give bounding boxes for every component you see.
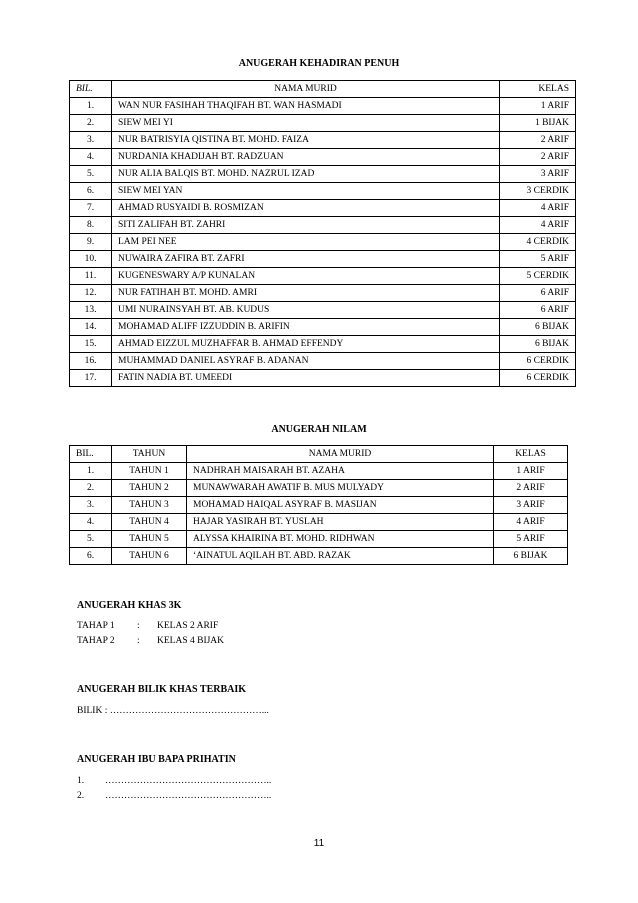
ibubapa-item-2-dots: …………………………………………….. [105,791,272,801]
table-body-kehadiran [70,98,576,387]
cell-bil: 13. [70,302,112,319]
cell-bil: 2. [70,115,112,132]
cell-bil: 7. [70,200,112,217]
title-anugerah-ibu-bapa: ANUGERAH IBU BAPA PRIHATIN [77,754,236,765]
table-row [70,115,576,132]
cell-tahun: TAHUN 2 [112,480,187,497]
table-row [70,463,568,480]
cell-nama-murid: KUGENESWARY A/P KUNALAN [112,268,500,285]
table-row [70,319,576,336]
cell-bil: 1. [70,98,112,115]
cell-bil: 5. [70,166,112,183]
table-row [70,234,576,251]
cell-nama-murid: HAJAR YASIRAH BT. YUSLAH [187,514,494,531]
header-kelas: KELAS [494,446,568,463]
header-kelas: KELAS [500,81,576,98]
cell-nama-murid: MUNAWWARAH AWATIF B. MUS MULYADY [187,480,494,497]
cell-tahun: TAHUN 5 [112,531,187,548]
cell-kelas: 4 ARIF [500,217,576,234]
header-bil: BIL. [70,446,112,463]
table-row [70,268,576,285]
table-row [70,251,576,268]
cell-nama-murid: FATIN NADIA BT. UMEEDI [112,370,500,387]
cell-bil: 6. [70,183,112,200]
cell-kelas: 6 ARIF [500,285,576,302]
cell-kelas: 5 ARIF [494,531,568,548]
header-nama-murid: NAMA MURID [187,446,494,463]
page-number: 11 [313,838,325,849]
bilik-line: BILIK : …………………………………………... [77,706,269,716]
table-kehadiran-penuh [69,80,576,387]
ibubapa-item-1-number: 1. [77,776,85,786]
cell-kelas: 6 BIJAK [500,319,576,336]
cell-kelas: 4 ARIF [500,200,576,217]
cell-nama-murid: MOHAMAD HAIQAL ASYRAF B. MASIJAN [187,497,494,514]
cell-nama-murid: AHMAD EIZZUL MUZHAFFAR B. AHMAD EFFENDY [112,336,500,353]
cell-kelas: 2 ARIF [494,480,568,497]
cell-nama-murid: NUR BATRISYIA QISTINA BT. MOHD. FAIZA [112,132,500,149]
ibubapa-item-2-number: 2. [77,791,85,801]
cell-nama-murid: NUWAIRA ZAFIRA BT. ZAFRI [112,251,500,268]
cell-bil: 10. [70,251,112,268]
cell-bil: 5. [70,531,112,548]
cell-kelas: 3 CERDIK [500,183,576,200]
ibubapa-item-2 [77,791,271,801]
header-nama-murid: NAMA MURID [112,81,500,98]
tahap1-line [77,621,218,631]
header-tahun: TAHUN [112,446,187,463]
cell-kelas: 6 BIJAK [494,548,568,565]
table-row [70,98,576,115]
table-row [70,548,568,565]
table-row [70,480,568,497]
cell-bil: 8. [70,217,112,234]
cell-kelas: 5 ARIF [500,251,576,268]
cell-nama-murid: NUR ALIA BALQIS BT. MOHD. NAZRUL IZAD [112,166,500,183]
tahap2-separator: : [137,636,140,646]
cell-nama-murid: MUHAMMAD DANIEL ASYRAF B. ADANAN [112,353,500,370]
table-row [70,353,576,370]
cell-tahun: TAHUN 3 [112,497,187,514]
header-bil: BIL. [70,81,112,98]
cell-kelas: 1 ARIF [494,463,568,480]
tahap1-value: KELAS 2 ARIF [157,621,219,631]
cell-kelas: 6 CERDIK [500,370,576,387]
table-row [70,336,576,353]
table-anugerah-nilam [69,445,568,565]
cell-kelas: 4 CERDIK [500,234,576,251]
title-anugerah-nilam: ANUGERAH NILAM [271,424,367,435]
cell-kelas: 6 CERDIK [500,353,576,370]
table-row [70,302,576,319]
cell-kelas: 2 ARIF [500,132,576,149]
cell-kelas: 3 ARIF [494,497,568,514]
table-row [70,285,576,302]
ibubapa-item-1 [77,776,271,786]
cell-kelas: 2 ARIF [500,149,576,166]
table-row [70,497,568,514]
cell-nama-murid: LAM PEI NEE [112,234,500,251]
table-row [70,132,576,149]
cell-bil: 17. [70,370,112,387]
title-anugerah-bilik-khas: ANUGERAH BILIK KHAS TERBAIK [77,684,247,695]
cell-tahun: TAHUN 4 [112,514,187,531]
cell-tahun: TAHUN 6 [112,548,187,565]
cell-nama-murid: ‘AINATUL AQILAH BT. ABD. RAZAK [187,548,494,565]
table-header-row [70,81,576,98]
table-row [70,370,576,387]
cell-bil: 3. [70,497,112,514]
table-header-row [70,446,568,463]
cell-bil: 3. [70,132,112,149]
cell-bil: 9. [70,234,112,251]
cell-bil: 6. [70,548,112,565]
ibubapa-item-1-dots: …………………………………………….. [105,776,272,786]
table-row [70,200,576,217]
cell-bil: 16. [70,353,112,370]
tahap2-line [77,636,224,646]
cell-kelas: 3 ARIF [500,166,576,183]
cell-bil: 12. [70,285,112,302]
cell-nama-murid: UMI NURAINSYAH BT. AB. KUDUS [112,302,500,319]
cell-nama-murid: NUR FATIHAH BT. MOHD. AMRI [112,285,500,302]
title-anugerah-khas-3k: ANUGERAH KHAS 3K [77,600,182,611]
cell-kelas: 1 ARIF [500,98,576,115]
cell-nama-murid: SIEW MEI YI [112,115,500,132]
cell-kelas: 6 BIJAK [500,336,576,353]
cell-tahun: TAHUN 1 [112,463,187,480]
cell-nama-murid: NURDANIA KHADIJAH BT. RADZUAN [112,149,500,166]
table-row [70,217,576,234]
cell-bil: 15. [70,336,112,353]
table-row [70,166,576,183]
cell-nama-murid: AHMAD RUSYAIDI B. ROSMIZAN [112,200,500,217]
cell-nama-murid: ALYSSA KHAIRINA BT. MOHD. RIDHWAN [187,531,494,548]
cell-nama-murid: SIEW MEI YAN [112,183,500,200]
cell-nama-murid: WAN NUR FASIHAH THAQIFAH BT. WAN HASMADI [112,98,500,115]
cell-nama-murid: MOHAMAD ALIFF IZZUDDIN B. ARIFIN [112,319,500,336]
tahap2-value: KELAS 4 BIJAK [157,636,225,646]
cell-bil: 11. [70,268,112,285]
cell-nama-murid: NADHRAH MAISARAH BT. AZAHA [187,463,494,480]
cell-bil: 1. [70,463,112,480]
cell-nama-murid: SITI ZALIFAH BT. ZAHRI [112,217,500,234]
title-kehadiran-penuh: ANUGERAH KEHADIRAN PENUH [238,58,400,69]
cell-kelas: 1 BIJAK [500,115,576,132]
cell-kelas: 5 CERDIK [500,268,576,285]
cell-bil: 14. [70,319,112,336]
table-row [70,149,576,166]
table-row [70,183,576,200]
tahap1-separator: : [137,621,140,631]
cell-kelas: 4 ARIF [494,514,568,531]
cell-bil: 4. [70,514,112,531]
table-row [70,531,568,548]
tahap1-label: TAHAP 1 [77,621,115,631]
tahap2-label: TAHAP 2 [77,636,115,646]
cell-kelas: 6 ARIF [500,302,576,319]
table-body-nilam [70,463,568,565]
cell-bil: 4. [70,149,112,166]
cell-bil: 2. [70,480,112,497]
table-row [70,514,568,531]
